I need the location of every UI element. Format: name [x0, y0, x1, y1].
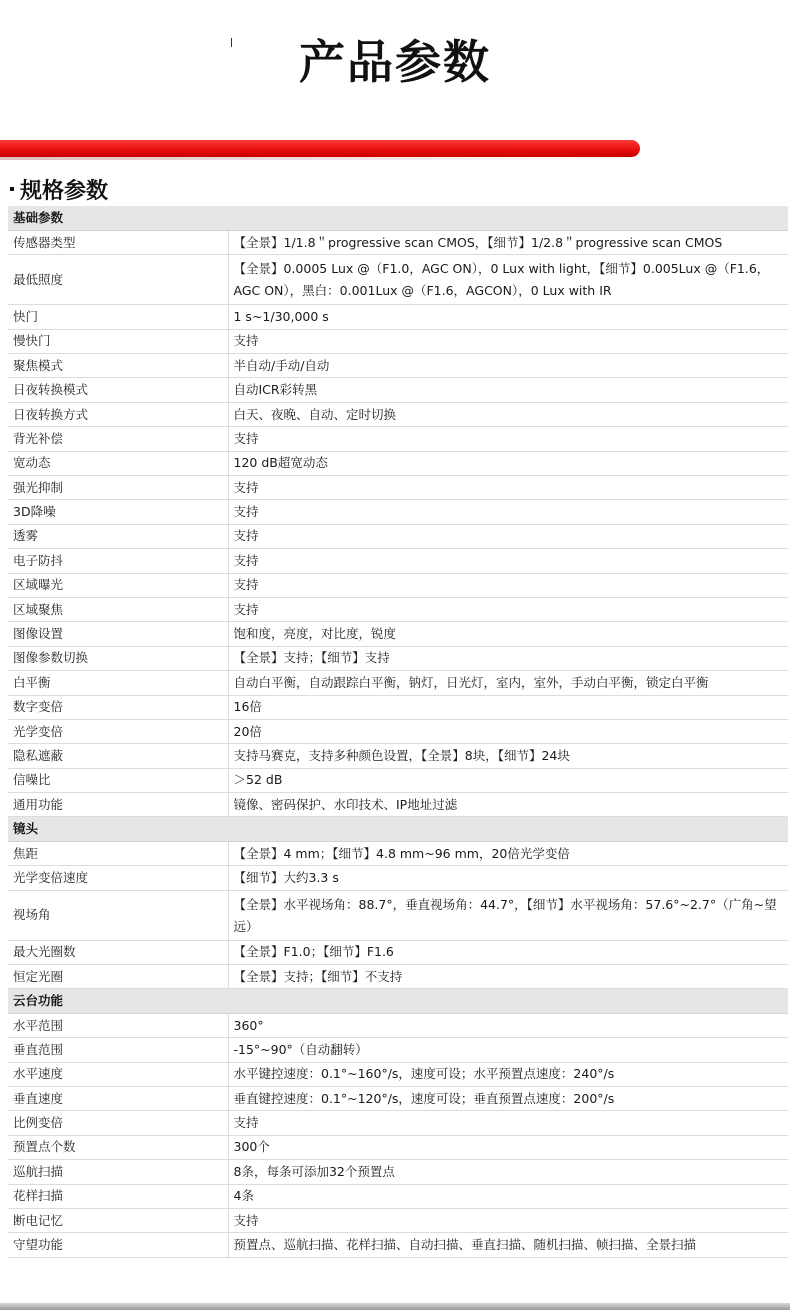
row-label: 聚焦模式 — [8, 354, 228, 378]
row-value: ＞52 dB — [228, 768, 788, 792]
table-row — [8, 841, 788, 865]
row-label: 水平范围 — [8, 1013, 228, 1037]
table-row — [8, 965, 788, 989]
spec-table — [8, 206, 788, 1258]
table-row — [8, 768, 788, 792]
section-header-row — [8, 206, 788, 230]
table-row — [8, 1160, 788, 1184]
section-header: 基础参数 — [8, 206, 788, 230]
row-label: 信噪比 — [8, 768, 228, 792]
row-label: 图像设置 — [8, 622, 228, 646]
row-label: 3D降噪 — [8, 500, 228, 524]
tick-mark — [231, 38, 232, 47]
section-heading-text: 规格参数 — [20, 179, 109, 204]
row-label: 视场角 — [8, 890, 228, 940]
table-row — [8, 524, 788, 548]
table-row — [8, 329, 788, 353]
section-header-row — [8, 989, 788, 1013]
section-heading — [10, 174, 108, 205]
row-value: 支持 — [228, 329, 788, 353]
row-value: 支持 — [228, 500, 788, 524]
row-label: 日夜转换方式 — [8, 402, 228, 426]
row-value: 支持 — [228, 476, 788, 500]
row-label: 光学变倍速度 — [8, 866, 228, 890]
table-row — [8, 646, 788, 670]
row-value: 120 dB超宽动态 — [228, 451, 788, 475]
row-label: 慢快门 — [8, 329, 228, 353]
table-row — [8, 402, 788, 426]
row-value: 20倍 — [228, 719, 788, 743]
row-value: 白天、夜晚、自动、定时切换 — [228, 402, 788, 426]
row-label: 守望功能 — [8, 1233, 228, 1257]
row-value: 4条 — [228, 1184, 788, 1208]
row-value: 【全景】支持；【细节】支持 — [228, 646, 788, 670]
page-title: 产品参数 — [299, 35, 491, 89]
row-value: 【全景】支持；【细节】不支持 — [228, 965, 788, 989]
row-label: 最低照度 — [8, 255, 228, 305]
bottom-border — [0, 1303, 790, 1310]
row-value: 【全景】0.0005 Lux @（F1.0，AGC ON），0 Lux with light，【细节】0.005Lux @（F1.6，AGC ON），黑白：0.001Lux @（F1.6，AGCON），0 Lux with IR — [228, 255, 788, 305]
row-value: -15°~90°（自动翻转） — [228, 1038, 788, 1062]
row-label: 背光补偿 — [8, 427, 228, 451]
row-value: 饱和度，亮度，对比度，锐度 — [228, 622, 788, 646]
row-label: 垂直范围 — [8, 1038, 228, 1062]
row-value: 半自动/手动/自动 — [228, 354, 788, 378]
section-header: 镜头 — [8, 817, 788, 841]
row-label: 数字变倍 — [8, 695, 228, 719]
row-value: 自动ICR彩转黑 — [228, 378, 788, 402]
row-label: 日夜转换模式 — [8, 378, 228, 402]
row-value: 【全景】1/1.8＂progressive scan CMOS，【细节】1/2.8＂progressive scan CMOS — [228, 230, 788, 254]
table-row — [8, 1233, 788, 1257]
row-label: 光学变倍 — [8, 719, 228, 743]
row-value: 16倍 — [228, 695, 788, 719]
row-value: 【全景】4 mm；【细节】4.8 mm~96 mm，20倍光学变倍 — [228, 841, 788, 865]
section-header: 云台功能 — [8, 989, 788, 1013]
row-label: 快门 — [8, 305, 228, 329]
table-row — [8, 476, 788, 500]
row-label: 恒定光圈 — [8, 965, 228, 989]
row-value: 300个 — [228, 1135, 788, 1159]
table-row — [8, 940, 788, 964]
table-row — [8, 255, 788, 305]
row-label: 断电记忆 — [8, 1208, 228, 1232]
row-label: 图像参数切换 — [8, 646, 228, 670]
table-row — [8, 793, 788, 817]
row-label: 隐私遮蔽 — [8, 744, 228, 768]
row-label: 宽动态 — [8, 451, 228, 475]
row-label: 透雾 — [8, 524, 228, 548]
table-row — [8, 427, 788, 451]
table-row — [8, 1013, 788, 1037]
row-label: 传感器类型 — [8, 230, 228, 254]
table-row — [8, 354, 788, 378]
row-label: 预置点个数 — [8, 1135, 228, 1159]
row-value: 1 s~1/30,000 s — [228, 305, 788, 329]
row-label: 白平衡 — [8, 671, 228, 695]
row-label: 垂直速度 — [8, 1087, 228, 1111]
table-row — [8, 671, 788, 695]
row-value: 预置点、巡航扫描、花样扫描、自动扫描、垂直扫描、随机扫描、帧扫描、全景扫描 — [228, 1233, 788, 1257]
table-row — [8, 597, 788, 621]
table-row — [8, 744, 788, 768]
table-row — [8, 500, 788, 524]
row-value: 自动白平衡，自动跟踪白平衡，钠灯，日光灯，室内，室外，手动白平衡，锁定白平衡 — [228, 671, 788, 695]
table-row — [8, 1184, 788, 1208]
row-label: 花样扫描 — [8, 1184, 228, 1208]
red-divider-bar — [0, 140, 640, 157]
row-label: 区域聚焦 — [8, 597, 228, 621]
table-row — [8, 230, 788, 254]
table-row — [8, 305, 788, 329]
table-row — [8, 1111, 788, 1135]
row-value: 支持 — [228, 597, 788, 621]
row-label: 通用功能 — [8, 793, 228, 817]
red-divider-bar-shadow — [0, 157, 620, 160]
row-value: 水平键控速度：0.1°~160°/s，速度可设；水平预置点速度：240°/s — [228, 1062, 788, 1086]
table-row — [8, 866, 788, 890]
row-label: 比例变倍 — [8, 1111, 228, 1135]
row-label: 巡航扫描 — [8, 1160, 228, 1184]
row-value: 【细节】大约3.3 s — [228, 866, 788, 890]
table-row — [8, 451, 788, 475]
table-row — [8, 695, 788, 719]
row-value: 支持 — [228, 1111, 788, 1135]
row-value: 360° — [228, 1013, 788, 1037]
table-row — [8, 549, 788, 573]
row-label: 水平速度 — [8, 1062, 228, 1086]
row-label: 电子防抖 — [8, 549, 228, 573]
row-value: 支持 — [228, 573, 788, 597]
row-value: 镜像、密码保护、水印技术、IP地址过滤 — [228, 793, 788, 817]
table-row — [8, 573, 788, 597]
table-row — [8, 1038, 788, 1062]
spec-table-body — [8, 206, 788, 1257]
row-label: 强光抑制 — [8, 476, 228, 500]
row-value: 垂直键控速度：0.1°~120°/s，速度可设；垂直预置点速度：200°/s — [228, 1087, 788, 1111]
table-row — [8, 622, 788, 646]
bullet-icon — [10, 187, 14, 191]
row-value: 支持 — [228, 427, 788, 451]
row-label: 最大光圈数 — [8, 940, 228, 964]
row-value: 支持马赛克，支持多种颜色设置，【全景】8块，【细节】24块 — [228, 744, 788, 768]
table-row — [8, 1135, 788, 1159]
row-value: 支持 — [228, 524, 788, 548]
row-value: 支持 — [228, 549, 788, 573]
table-row — [8, 1087, 788, 1111]
row-value: 【全景】F1.0；【细节】F1.6 — [228, 940, 788, 964]
table-row — [8, 1208, 788, 1232]
table-row — [8, 890, 788, 940]
table-row — [8, 378, 788, 402]
table-row — [8, 1062, 788, 1086]
row-value: 支持 — [228, 1208, 788, 1232]
table-row — [8, 719, 788, 743]
row-label: 区域曝光 — [8, 573, 228, 597]
row-value: 【全景】水平视场角：88.7°，垂直视场角：44.7°，【细节】水平视场角：57.6°~2.7°（广角~望远） — [228, 890, 788, 940]
section-header-row — [8, 817, 788, 841]
row-value: 8条，每条可添加32个预置点 — [228, 1160, 788, 1184]
row-label: 焦距 — [8, 841, 228, 865]
